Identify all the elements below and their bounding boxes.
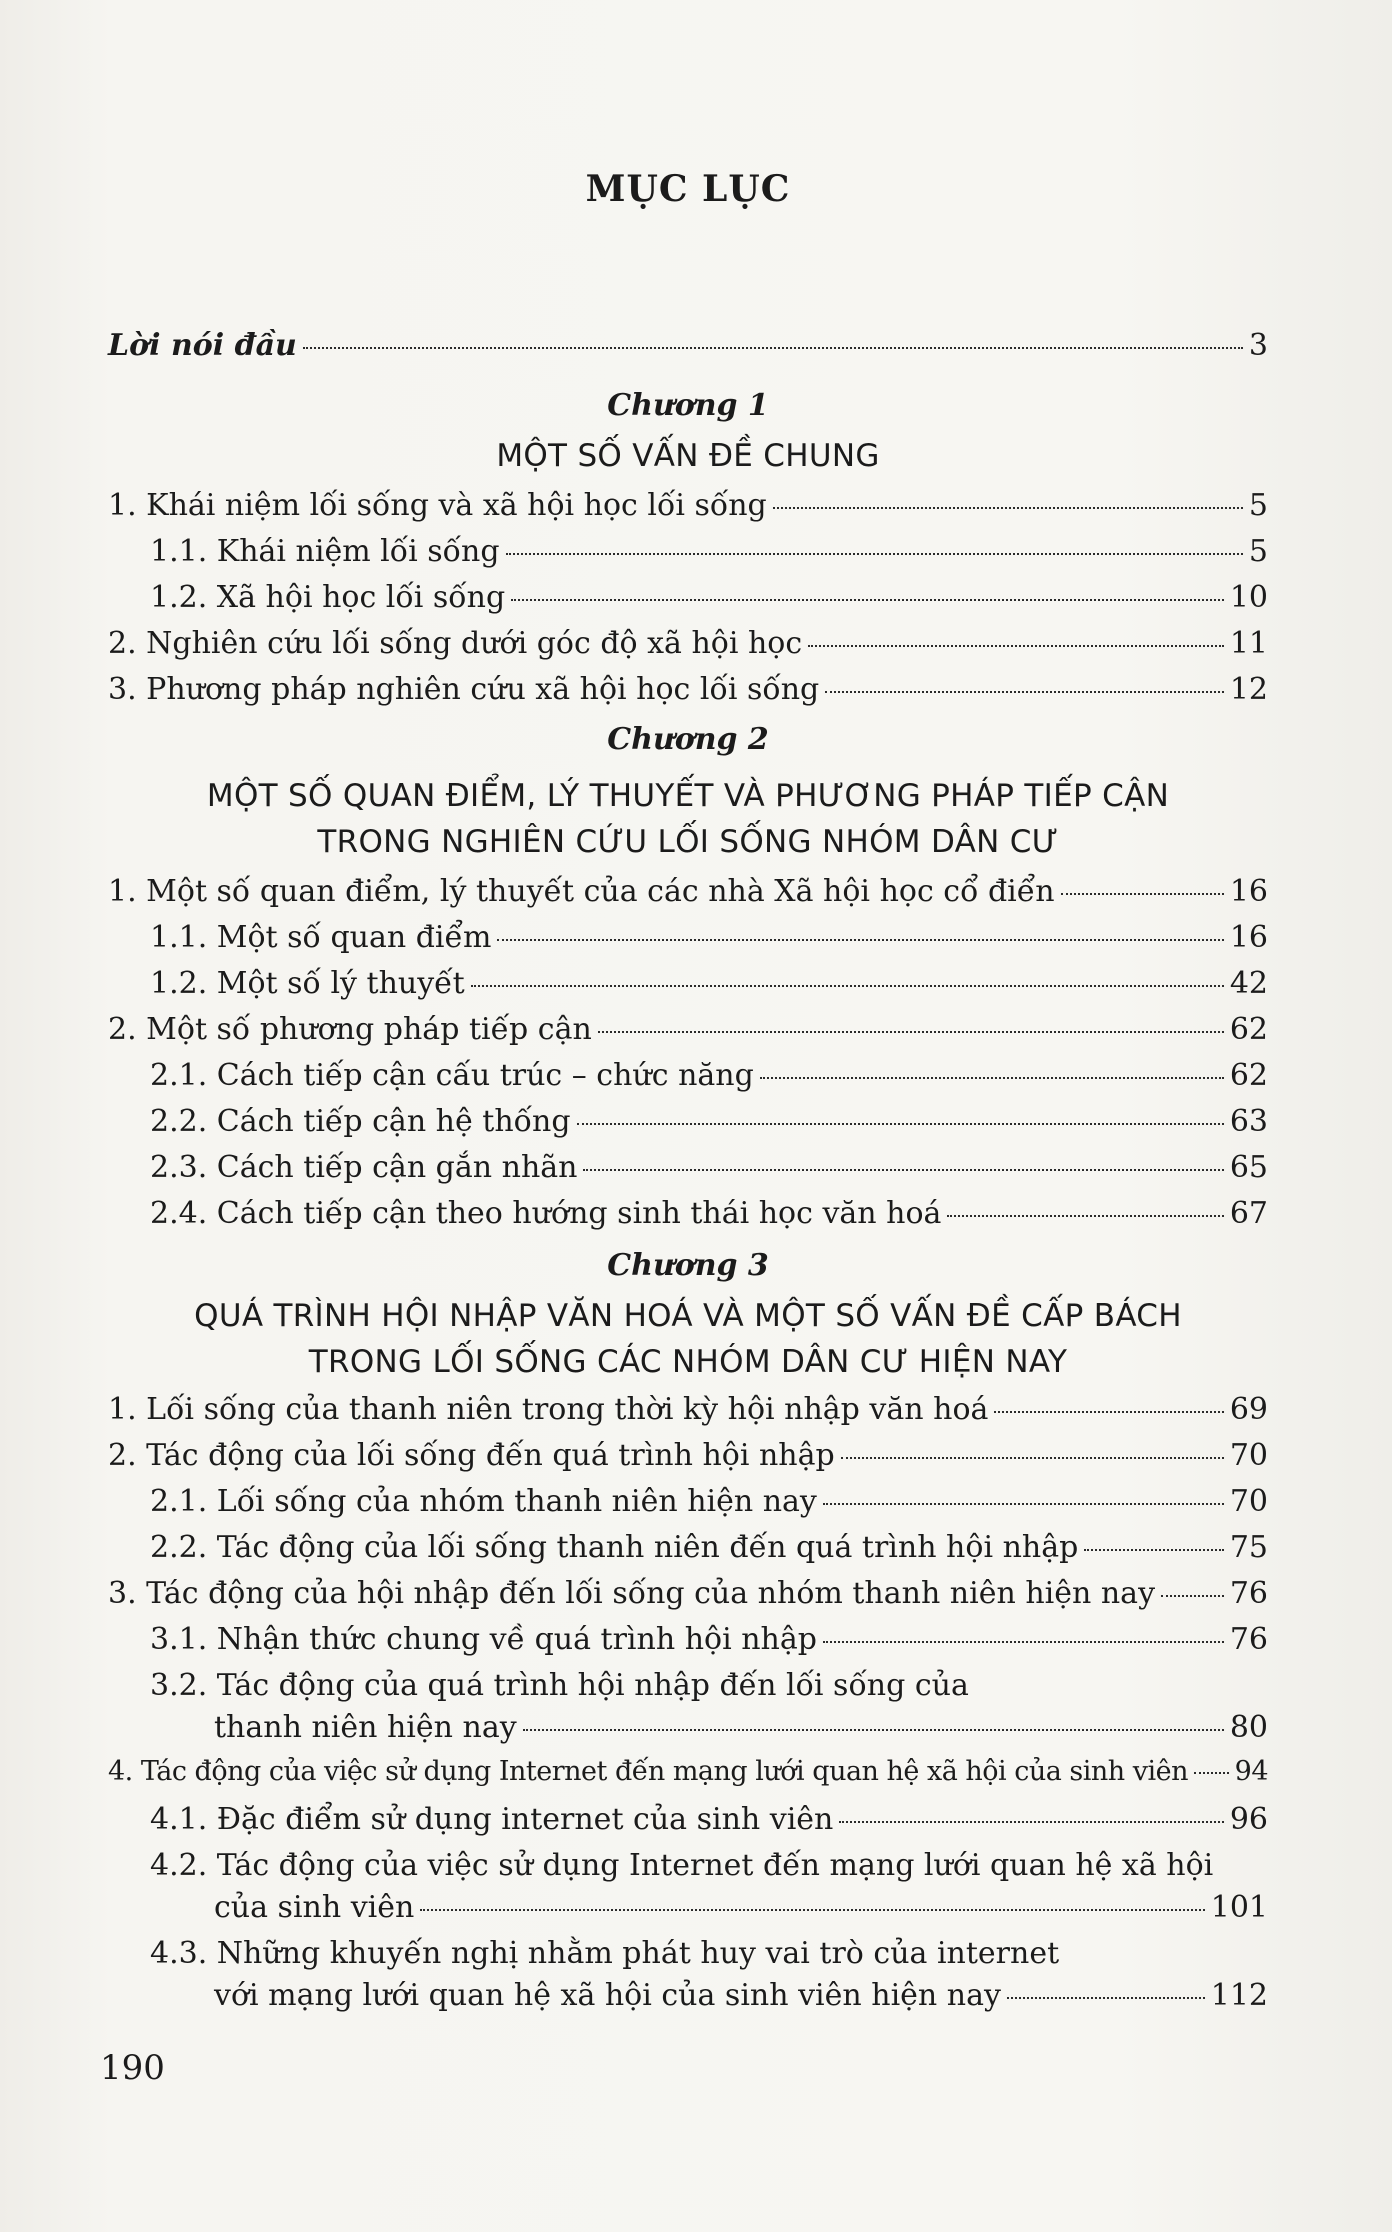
dot-leader — [825, 691, 1224, 693]
dot-leader — [773, 507, 1243, 509]
toc-entry-label: 3. Phương pháp nghiên cứu xã hội học lối sống — [108, 672, 820, 707]
toc-entry-label: 1.1. Khái niệm lối sống — [150, 534, 500, 569]
dot-leader — [1061, 893, 1224, 895]
toc-entry[interactable] — [108, 488, 1268, 532]
toc-entry-page: 76 — [1229, 1576, 1268, 1611]
toc-entry[interactable] — [150, 1530, 1268, 1574]
toc-entry-label: 1.2. Một số lý thuyết — [150, 966, 465, 1001]
page-number: 190 — [100, 2048, 165, 2088]
toc-entry[interactable] — [108, 1576, 1268, 1620]
toc-entry-page: 96 — [1229, 1802, 1268, 1837]
toc-entry[interactable] — [108, 1756, 1268, 1800]
dot-leader — [994, 1411, 1223, 1413]
toc-entry-page: 76 — [1229, 1622, 1268, 1657]
toc-entry[interactable] — [108, 1012, 1268, 1056]
toc-entry-label: 1. Một số quan điểm, lý thuyết của các nhà Xã hội học cổ điển — [108, 874, 1055, 909]
chapter-3-label: Chương 3 — [607, 1248, 769, 1283]
toc-entry-page: 75 — [1229, 1530, 1268, 1565]
toc-entry[interactable] — [150, 1150, 1268, 1194]
toc-entry[interactable] — [214, 1890, 1268, 1934]
dot-leader — [471, 985, 1224, 987]
toc-entry-label-cont: của sinh viên — [214, 1890, 415, 1925]
toc-entry[interactable] — [150, 966, 1268, 1010]
toc-entry[interactable] — [150, 1058, 1268, 1102]
dot-leader — [1161, 1595, 1224, 1597]
toc-entry-page: 16 — [1229, 874, 1268, 909]
chapter-1-title: MỘT SỐ VẤN ĐỀ CHUNG — [496, 438, 880, 474]
dot-leader — [808, 645, 1224, 647]
toc-entry-page: 3 — [1248, 328, 1268, 363]
dot-leader — [1194, 1772, 1229, 1774]
toc-entry-label-cont: với mạng lưới quan hệ xã hội của sinh viên hiện nay — [214, 1978, 1001, 2013]
toc-entry-label: 2.4. Cách tiếp cận theo hướng sinh thái học văn hoá — [150, 1196, 942, 1231]
toc-title: MỤC LỤC — [585, 168, 791, 210]
toc-entry-label: 2.3. Cách tiếp cận gắn nhãn — [150, 1150, 578, 1185]
toc-entry-page: 63 — [1229, 1104, 1268, 1139]
toc-entry-page: 65 — [1229, 1150, 1268, 1185]
dot-leader — [303, 347, 1243, 349]
toc-entry-label: 3.2. Tác động của quá trình hội nhập đến lối sống của — [150, 1668, 969, 1703]
toc-entry[interactable] — [150, 1484, 1268, 1528]
toc-entry[interactable] — [108, 1392, 1268, 1436]
toc-entry-label: 1.1. Một số quan điểm — [150, 920, 492, 955]
dot-leader — [598, 1031, 1224, 1033]
dot-leader — [760, 1077, 1224, 1079]
toc-entry-page: 94 — [1234, 1756, 1268, 1787]
toc-entry[interactable] — [150, 1196, 1268, 1240]
toc-entry-page: 16 — [1229, 920, 1268, 955]
toc-entry[interactable] — [150, 1802, 1268, 1846]
toc-entry-page: 101 — [1210, 1890, 1268, 1925]
chapter-3-title-line1: QUÁ TRÌNH HỘI NHẬP VĂN HOÁ VÀ MỘT SỐ VẤN ĐỀ CẤP BÁCH — [194, 1298, 1182, 1334]
toc-entry-label: 2.1. Cách tiếp cận cấu trúc – chức năng — [150, 1058, 754, 1093]
toc-entry[interactable] — [108, 672, 1268, 716]
dot-leader — [523, 1729, 1224, 1731]
toc-entry[interactable] — [214, 1710, 1268, 1754]
toc-entry-label: 4.3. Những khuyến nghị nhằm phát huy vai trò của internet — [150, 1936, 1060, 1971]
toc-entry[interactable] — [108, 626, 1268, 670]
toc-entry-label-cont: thanh niên hiện nay — [214, 1710, 517, 1745]
toc-entry[interactable] — [108, 874, 1268, 918]
toc-entry[interactable] — [150, 580, 1268, 624]
toc-entry-label: 4.2. Tác động của việc sử dụng Internet đến mạng lưới quan hệ xã hội — [150, 1848, 1214, 1883]
toc-entry-page: 10 — [1229, 580, 1268, 615]
dot-leader — [823, 1503, 1224, 1505]
dot-leader — [497, 939, 1223, 941]
toc-entry-label: 2.2. Cách tiếp cận hệ thống — [150, 1104, 571, 1139]
toc-entry-label: 2.1. Lối sống của nhóm thanh niên hiện nay — [150, 1484, 817, 1519]
dot-leader — [947, 1215, 1223, 1217]
dot-leader — [506, 553, 1243, 555]
toc-entry-page: 11 — [1229, 626, 1268, 661]
toc-entry-label: Lời nói đầu — [108, 328, 297, 363]
toc-entry[interactable] — [150, 1104, 1268, 1148]
toc-entry-label: 1. Khái niệm lối sống và xã hội học lối sống — [108, 488, 767, 523]
dot-leader — [841, 1457, 1224, 1459]
toc-entry-page: 70 — [1229, 1438, 1268, 1473]
toc-entry-page: 112 — [1210, 1978, 1268, 2013]
toc-entry-label: 1. Lối sống của thanh niên trong thời kỳ hội nhập văn hoá — [108, 1392, 989, 1427]
toc-entry[interactable] — [150, 1622, 1268, 1666]
dot-leader — [583, 1169, 1223, 1171]
toc-entry-label: 2.2. Tác động của lối sống thanh niên đến quá trình hội nhập — [150, 1530, 1079, 1565]
chapter-3-title-line2: TRONG LỐI SỐNG CÁC NHÓM DÂN CƯ HIỆN NAY — [308, 1344, 1068, 1380]
toc-entry-page: 5 — [1248, 534, 1268, 569]
toc-entry-page: 80 — [1229, 1710, 1268, 1745]
chapter-2-label: Chương 2 — [607, 722, 769, 757]
toc-entry[interactable] — [150, 920, 1268, 964]
toc-entry[interactable] — [108, 1438, 1268, 1482]
dot-leader — [1084, 1549, 1224, 1551]
toc-entry-label: 3.1. Nhận thức chung về quá trình hội nhập — [150, 1622, 817, 1657]
toc-entry-label: 2. Một số phương pháp tiếp cận — [108, 1012, 592, 1047]
toc-entry-page: 67 — [1229, 1196, 1268, 1231]
dot-leader — [511, 599, 1224, 601]
toc-entry-label: 2. Tác động của lối sống đến quá trình hội nhập — [108, 1438, 835, 1473]
toc-entry-page: 12 — [1229, 672, 1268, 707]
chapter-1-label: Chương 1 — [607, 388, 769, 423]
toc-entry-page: 69 — [1229, 1392, 1268, 1427]
chapter-2-title-line1: MỘT SỐ QUAN ĐIỂM, LÝ THUYẾT VÀ PHƯƠNG PHÁP TIẾP CẬN — [206, 778, 1170, 814]
dot-leader — [823, 1641, 1224, 1643]
toc-entry-intro[interactable] — [108, 328, 1268, 372]
toc-entry-label: 1.2. Xã hội học lối sống — [150, 580, 506, 615]
dot-leader — [577, 1123, 1224, 1125]
toc-entry-label: 2. Nghiên cứu lối sống dưới góc độ xã hội học — [108, 626, 803, 661]
toc-entry-page: 42 — [1229, 966, 1268, 1001]
dot-leader — [1007, 1997, 1205, 1999]
chapter-2-title-line2: TRONG NGHIÊN CỨU LỐI SỐNG NHÓM DÂN CƯ — [317, 824, 1059, 860]
toc-entry-label: 4.1. Đặc điểm sử dụng internet của sinh viên — [150, 1802, 834, 1837]
dot-leader — [839, 1821, 1223, 1823]
toc-entry-page: 62 — [1229, 1012, 1268, 1047]
toc-entry-page: 70 — [1229, 1484, 1268, 1519]
dot-leader — [420, 1909, 1204, 1911]
toc-entry-label: 3. Tác động của hội nhập đến lối sống của nhóm thanh niên hiện nay — [108, 1576, 1156, 1611]
toc-entry[interactable] — [150, 534, 1268, 578]
toc-entry-page: 62 — [1229, 1058, 1268, 1093]
toc-entry-page: 5 — [1248, 488, 1268, 523]
toc-entry[interactable] — [214, 1978, 1268, 2022]
toc-entry-label: 4. Tác động của việc sử dụng Internet đến mạng lưới quan hệ xã hội của sinh viên — [108, 1756, 1189, 1787]
